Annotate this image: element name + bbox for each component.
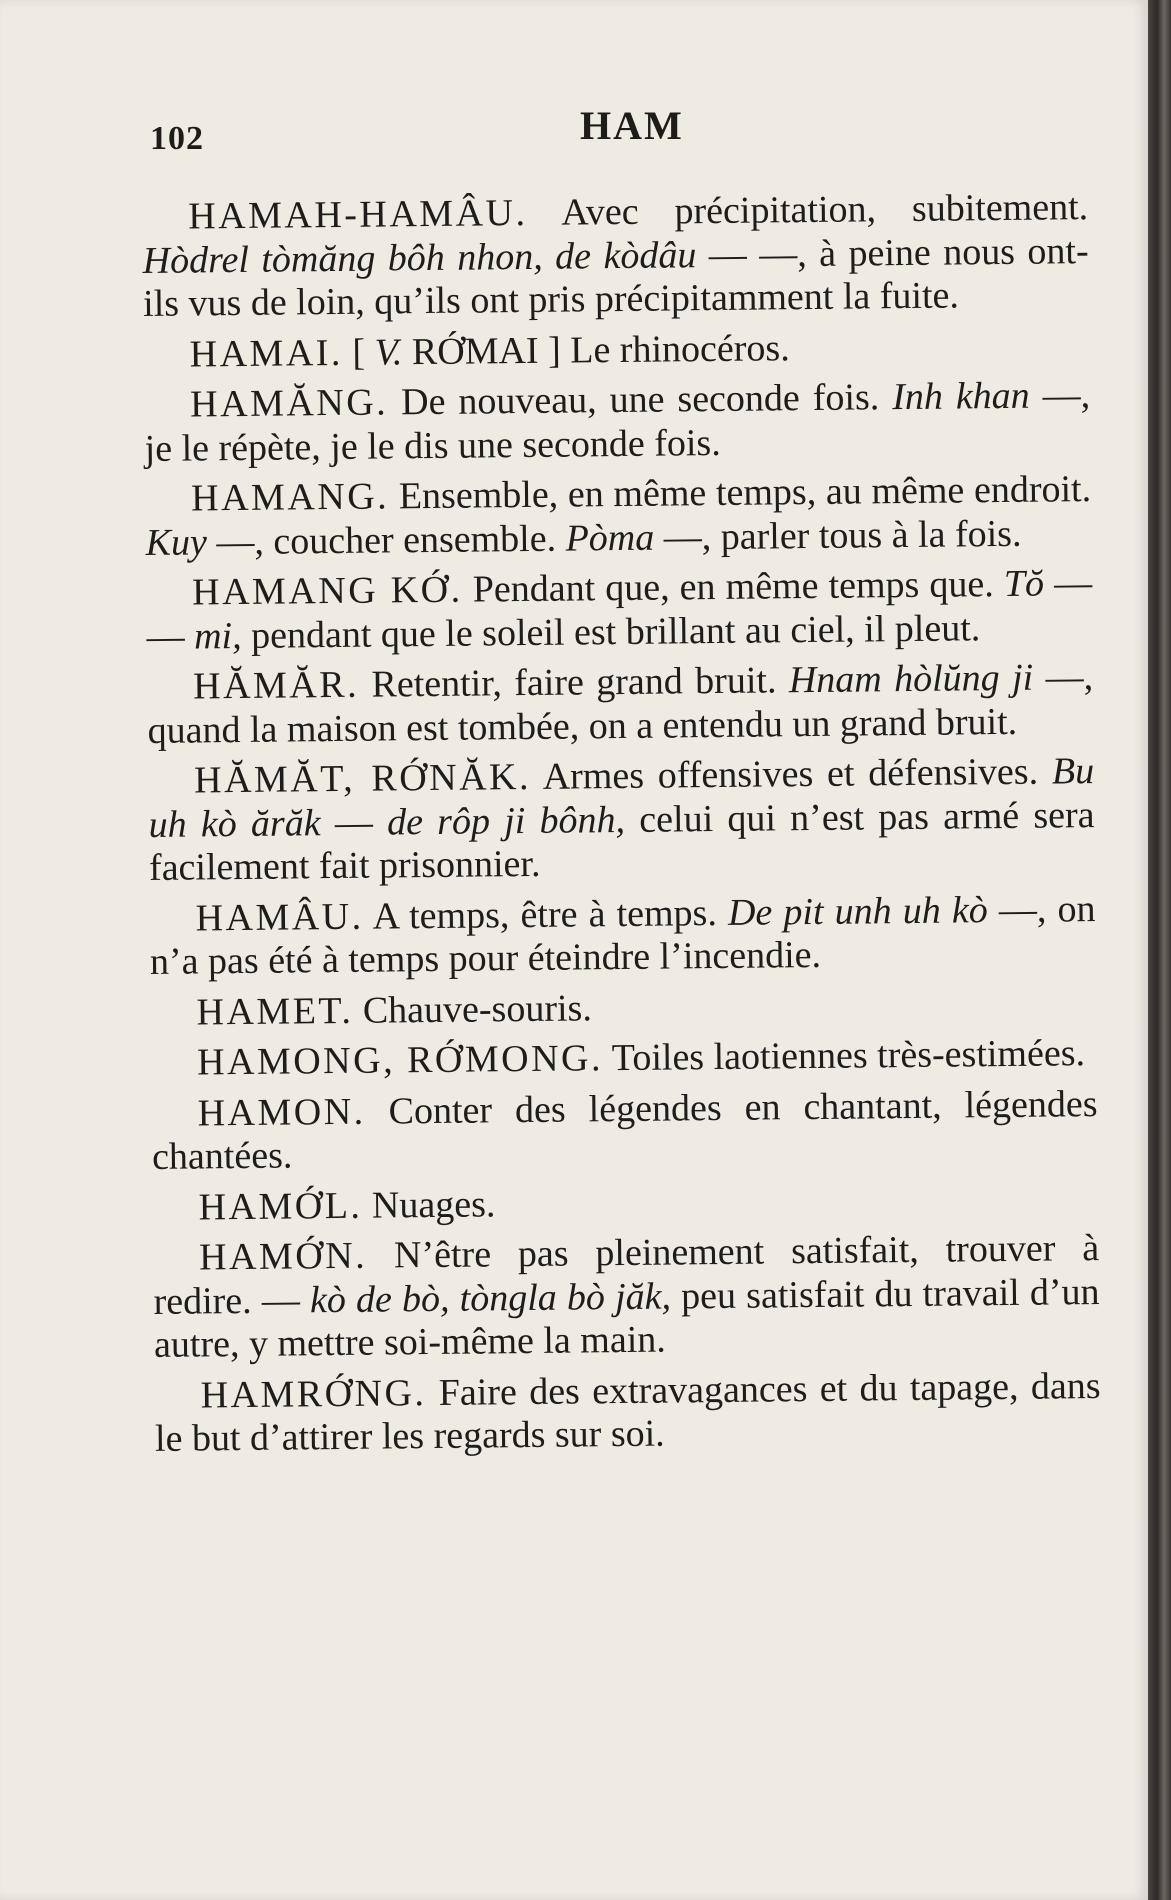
dictionary-entry — [145, 468, 1092, 565]
definition-text: Conter des légendes en chantant, légendes chantées. — [151, 1082, 1098, 1178]
entry-list — [142, 186, 1101, 1468]
running-head — [0, 98, 1148, 157]
bahnar-phrase: Bu uh kò ărăk — [148, 750, 1095, 846]
definition-text: [ — [342, 331, 375, 374]
definition-text: Nuages. — [362, 1182, 496, 1227]
definition-text: — — [320, 800, 388, 844]
definition-text: —, je le répète, je le dis une seconde fois. — [144, 374, 1091, 470]
dictionary-entry — [149, 888, 1096, 985]
entry-headword: HAMON. — [197, 1090, 366, 1134]
entry-headword: HAMANG KỚ. — [191, 568, 463, 614]
dictionary-entry — [153, 1227, 1100, 1367]
entry-headword: HAMĂNG. — [189, 381, 389, 426]
dictionary-entry — [152, 1177, 1098, 1230]
entry-headword: HAMỚL. — [198, 1184, 363, 1228]
dictionary-entry — [142, 186, 1089, 326]
entry-headword: HAMONG, RỚMONG. — [196, 1037, 604, 1084]
dictionary-entry — [151, 1083, 1098, 1180]
bahnar-phrase: kò de bò, tòngla bò jăk, — [309, 1275, 672, 1321]
bahnar-phrase: De pit unh uh kò — [727, 888, 988, 934]
dictionary-entry — [147, 656, 1094, 753]
definition-text: A temps, être à temps. — [363, 891, 729, 938]
definition-text: Retentir, faire grand bruit. — [358, 659, 790, 706]
dictionary-entry — [150, 982, 1096, 1035]
bahnar-phrase: V. — [374, 330, 403, 374]
bahnar-phrase: Kuy — [145, 520, 208, 564]
definition-text: peu satisfait du travail d’un autre, y mettre soi-même la main. — [153, 1270, 1100, 1366]
entry-headword: HAMRỚNG. — [200, 1371, 427, 1416]
dictionary-entry — [143, 324, 1089, 377]
definition-text: Armes offensives et défensives. — [530, 750, 1053, 798]
entry-headword: HĂMĂR. — [192, 663, 360, 708]
definition-text: pendant que le soleil est brillant au ciel, il pleut. — [241, 606, 981, 657]
entry-headword: HĂMĂT, RỚNĂK. — [193, 755, 532, 802]
dictionary-entry — [151, 1032, 1097, 1085]
bahnar-phrase: Hòdrel tòmăng bôh nhon, de kòdâu — [142, 233, 697, 282]
running-head-word: HAM — [580, 103, 684, 148]
dictionary-entry — [144, 374, 1091, 471]
bahnar-phrase: mi, — [193, 614, 242, 657]
definition-text: RỚMAI ] Le rhinocéros. — [402, 326, 790, 373]
definition-text: Toiles laotiennes très-estimées. — [602, 1032, 1086, 1080]
entry-headword: HAMET. — [196, 989, 354, 1033]
book-page-edge — [1148, 0, 1171, 1900]
bahnar-phrase: Pòma — [565, 516, 655, 560]
definition-text: —, quand la maison est tombée, on a entendu un grand bruit. — [147, 656, 1094, 752]
entry-headword: HAMANG. — [190, 475, 390, 520]
bahnar-phrase: Hnam hòlŭng ji — [788, 656, 1034, 702]
entry-headword: HAMAI. — [189, 331, 344, 376]
definition-text: —, parler tous à la fois. — [654, 512, 1022, 559]
bahnar-phrase: Inh khan — [891, 374, 1030, 419]
definition-text: celui qui n’est pas armé sera facilement fait prisonnier. — [148, 793, 1095, 889]
definition-text: De nouveau, une seconde fois. — [387, 376, 893, 424]
definition-text: Chauve-souris. — [353, 986, 593, 1032]
dictionary-entry — [154, 1365, 1101, 1462]
entry-headword: HAMÂU. — [195, 895, 364, 939]
definition-text: — — — [146, 562, 1093, 658]
entry-headword: HAMỚN. — [198, 1234, 368, 1279]
bahnar-phrase: Tŏ — [1003, 562, 1045, 605]
entry-headword: HAMAH-HAMÂU. — [187, 191, 528, 238]
definition-text: —, on n’a pas été à temps pour éteindre l’incendie. — [149, 887, 1096, 983]
dictionary-entry — [146, 562, 1093, 659]
definition-text: Avec précipitation, subitement. — [527, 186, 1089, 234]
definition-text: Faire des extravagances et du tapage, dans le but d’attirer les regards sur soi. — [154, 1364, 1101, 1460]
page-number: 102 — [150, 120, 204, 157]
definition-text: —, coucher ensemble. — [206, 517, 566, 563]
definition-text: Ensemble, en même temps, au même endroit. — [388, 468, 1092, 518]
definition-text: N’être pas pleinement satisfait, trouver à redire. — — [153, 1227, 1100, 1323]
bahnar-phrase: de rôp ji bônh, — [386, 798, 626, 843]
dictionary-entry — [148, 750, 1095, 890]
definition-text: Pendant que, en même temps que. — [462, 562, 1005, 611]
definition-text: — —, à peine nous ont-ils vus de loin, qu’ils ont pris précipitamment la fuite. — [142, 229, 1089, 325]
